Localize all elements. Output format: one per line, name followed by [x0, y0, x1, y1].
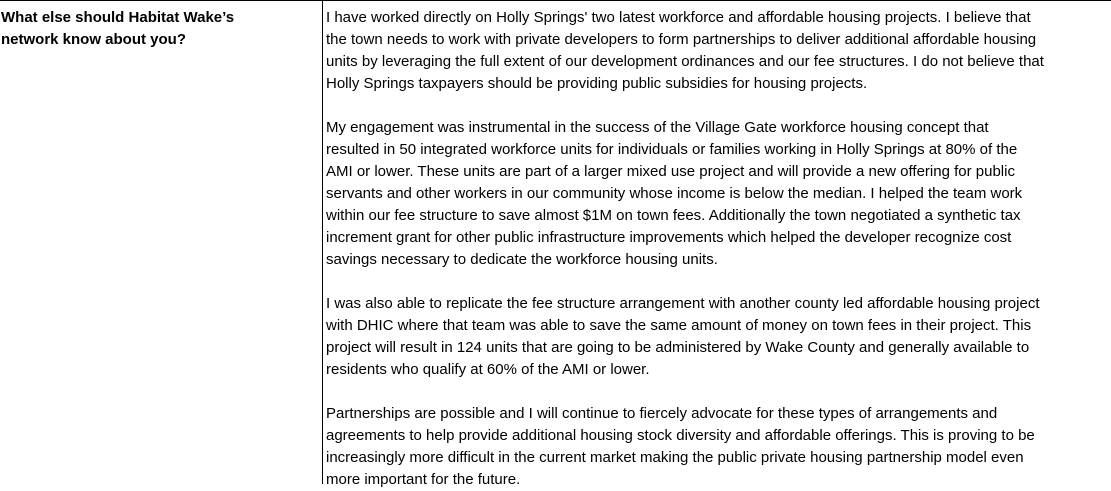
question-line: network know about you? [1, 31, 187, 48]
answer-line: resulted in 50 integrated workforce units for individuals or families working in Holly Springs at 80% of the [326, 141, 1018, 158]
answer-line: My engagement was instrumental in the success of the Village Gate workforce housing concept that [326, 119, 989, 136]
answer-line: agreements to help provide additional housing stock diversity and affordable offerings. This is proving to be [326, 427, 1035, 444]
column-divider [322, 1, 323, 484]
answer-line: residents who qualify at 60% of the AMI or lower. [326, 361, 650, 378]
answer-line: with DHIC where that team was able to save the same amount of money on town fees in their project. This [326, 317, 1032, 334]
answer-paragraph-1 [326, 7, 1110, 95]
answer-line: the town needs to work with private developers to form partnerships to deliver additional affordable housing [326, 31, 1037, 48]
answer-line: savings necessary to dedicate the workforce housing units. [326, 251, 718, 268]
answer-paragraph-3 [326, 293, 1110, 381]
answer-line: servants and other workers in our community whose income is below the median. I helped the team work [326, 185, 1023, 202]
question-label [1, 7, 301, 51]
answer-line: AMI or lower. These units are part of a larger mixed use project and will provide a new offering for public [326, 163, 1015, 180]
answer-text [326, 7, 1110, 491]
answer-line: Holly Springs taxpayers should be providing public subsidies for housing projects. [326, 75, 868, 92]
answer-line: within our fee structure to save almost $1M on town fees. Additionally the town negotiated a synthetic tax [326, 207, 1021, 224]
answer-paragraph-2 [326, 117, 1110, 271]
answer-line: Partnerships are possible and I will continue to fiercely advocate for these types of arrangements and [326, 405, 998, 422]
answer-line: more important for the future. [326, 471, 521, 488]
answer-line: I was also able to replicate the fee structure arrangement with another county led affordable housing project [326, 295, 1040, 312]
answer-paragraph-4 [326, 403, 1110, 491]
answer-line: I have worked directly on Holly Springs' two latest workforce and affordable housing projects. I believe that [326, 9, 1031, 26]
answer-line: units by leveraging the full extent of our development ordinances and our fee structures. I do not believe that [326, 53, 1044, 70]
answer-line: increasingly more difficult in the current market making the public private housing partnership model even [326, 449, 1024, 466]
answer-line: project will result in 124 units that are going to be administered by Wake County and generally available to [326, 339, 1030, 356]
answer-line: increment grant for other public infrastructure improvements which helped the developer recognize cost [326, 229, 1012, 246]
question-line: What else should Habitat Wake’s [1, 9, 235, 26]
